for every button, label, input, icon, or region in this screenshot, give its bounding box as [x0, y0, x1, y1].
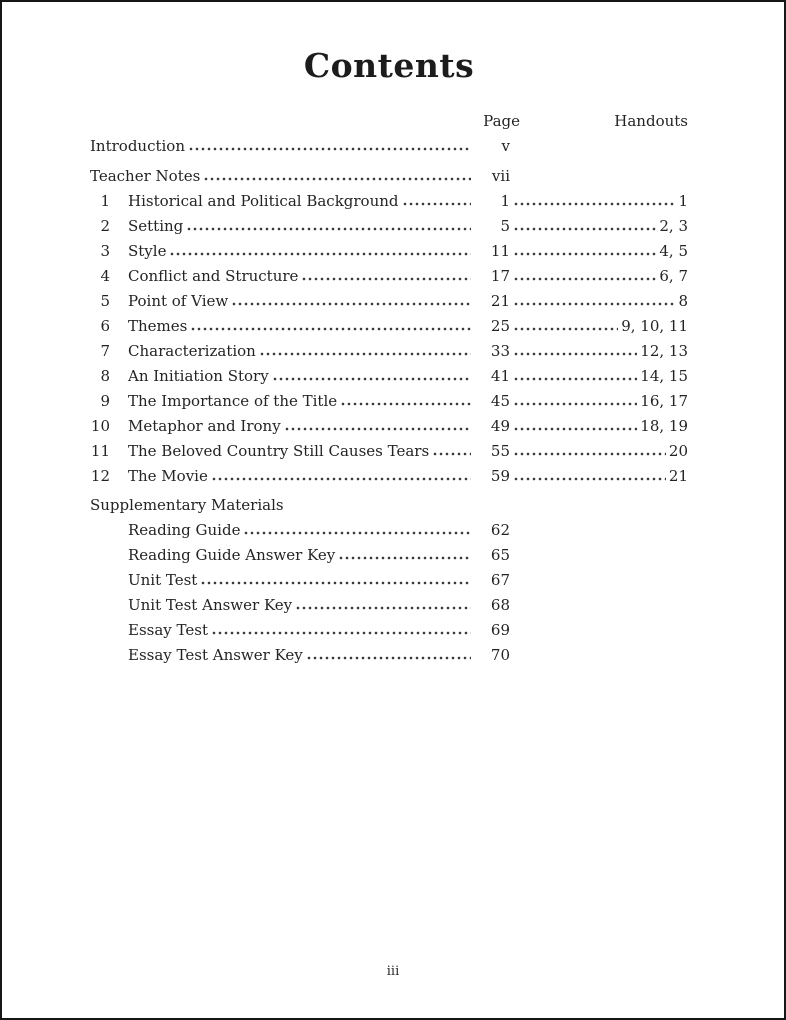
chapter-page-number: 17 — [490, 267, 510, 285]
chapter-number: 6 — [100, 317, 110, 335]
dot-leader — [243, 531, 471, 535]
toc-row-chapter-12 — [90, 464, 688, 489]
chapter-handouts: 2, 3 — [659, 217, 688, 235]
entry-label: Introduction — [90, 137, 185, 155]
chapter-number: 1 — [100, 192, 110, 210]
toc-entry — [90, 618, 510, 643]
toc-row-unit-test — [90, 568, 688, 593]
dot-leader — [513, 427, 637, 431]
dot-leader — [340, 402, 471, 406]
toc-row-unit-test-answer-key — [90, 593, 688, 618]
toc-row-chapter-5 — [90, 289, 688, 314]
dot-leader — [301, 277, 471, 281]
dot-leader — [513, 352, 637, 356]
chapter-number: 5 — [100, 292, 110, 310]
toc-entry — [90, 518, 510, 543]
chapter-page-number: 21 — [490, 292, 510, 310]
entry-page-number: 67 — [490, 571, 510, 589]
dot-leader — [272, 377, 471, 381]
toc-row-teacher-notes — [90, 164, 688, 189]
toc-entry — [90, 134, 510, 159]
toc-row-chapter-2 — [90, 214, 688, 239]
chapter-title: The Importance of the Title — [128, 392, 338, 410]
dot-leader — [513, 202, 675, 206]
dot-leader — [432, 452, 471, 456]
toc-entry — [90, 389, 510, 414]
chapter-number: 4 — [100, 267, 110, 285]
chapter-title: Conflict and Structure — [128, 267, 299, 285]
toc-entry — [90, 643, 510, 668]
chapter-handouts: 4, 5 — [659, 242, 688, 260]
entry-page-number: 69 — [490, 621, 510, 639]
dot-leader — [513, 302, 675, 306]
chapter-title: The Movie — [128, 467, 208, 485]
toc-row-chapter-9 — [90, 389, 688, 414]
chapter-page-number: 45 — [490, 392, 510, 410]
entry-page-number: 70 — [490, 646, 510, 664]
chapter-handouts: 1 — [678, 192, 688, 210]
dot-leader — [513, 402, 637, 406]
chapter-title: Metaphor and Irony — [128, 417, 281, 435]
toc-row-chapter-8 — [90, 364, 688, 389]
toc-entry — [90, 239, 510, 264]
toc-entry — [90, 593, 510, 618]
toc-entry — [90, 464, 510, 489]
dot-leader — [190, 327, 471, 331]
toc-row-chapter-7 — [90, 339, 688, 364]
dot-leader — [295, 606, 471, 610]
entry-label: Reading Guide Answer Key — [128, 546, 336, 564]
chapter-handouts: 21 — [668, 467, 688, 485]
chapter-page-number: 55 — [490, 442, 510, 460]
column-headers — [90, 109, 688, 134]
chapter-title: An Initiation Story — [128, 367, 269, 385]
chapter-title: Point of View — [128, 292, 229, 310]
entry-label: Teacher Notes — [90, 167, 201, 185]
entry-label: Unit Test Answer Key — [128, 596, 293, 614]
toc-entry — [90, 189, 510, 214]
chapter-page-number: 1 — [500, 192, 510, 210]
toc-row-reading-guide-answer-key — [90, 543, 688, 568]
toc-entry — [90, 543, 510, 568]
toc-entry — [90, 414, 510, 439]
toc-entry — [90, 164, 510, 189]
toc-entry — [90, 364, 510, 389]
toc-entry — [90, 339, 510, 364]
entry-page-number: vii — [491, 167, 510, 185]
chapter-handouts: 6, 7 — [659, 267, 688, 285]
chapter-number: 12 — [90, 467, 110, 485]
entry-page-number: 62 — [490, 521, 510, 539]
chapter-handouts: 20 — [668, 442, 688, 460]
dot-leader — [231, 302, 471, 306]
entry-page-number: 68 — [490, 596, 510, 614]
dot-leader — [188, 147, 471, 151]
toc-row-chapter-3 — [90, 239, 688, 264]
column-header-page: Page — [483, 112, 520, 130]
toc-row-chapter-4 — [90, 264, 688, 289]
entry-label: Reading Guide — [128, 521, 241, 539]
chapter-page-number: 59 — [490, 467, 510, 485]
chapter-title: The Beloved Country Still Causes Tears — [128, 442, 430, 460]
entry-label: Unit Test — [128, 571, 198, 589]
chapter-number: 7 — [100, 342, 110, 360]
toc-row-chapter-11 — [90, 439, 688, 464]
toc-entry — [90, 439, 510, 464]
toc-entry — [90, 289, 510, 314]
chapter-number: 3 — [100, 242, 110, 260]
chapter-page-number: 5 — [500, 217, 510, 235]
dot-leader — [513, 277, 656, 281]
dot-leader — [513, 252, 656, 256]
entry-page-number: 65 — [490, 546, 510, 564]
dot-leader — [169, 252, 471, 256]
chapter-handouts: 18, 19 — [640, 417, 688, 435]
dot-leader — [284, 427, 471, 431]
chapter-handouts: 12, 13 — [640, 342, 688, 360]
dot-leader — [513, 227, 656, 231]
toc-entry — [90, 214, 510, 239]
dot-leader — [186, 227, 471, 231]
chapter-title: Characterization — [128, 342, 256, 360]
chapter-title: Historical and Political Background — [128, 192, 399, 210]
entry-page-number: v — [501, 137, 510, 155]
chapter-title: Themes — [128, 317, 188, 335]
chapter-handouts: 16, 17 — [640, 392, 688, 410]
chapter-page-number: 41 — [490, 367, 510, 385]
contents-body — [2, 48, 784, 668]
toc-row-chapter-10 — [90, 414, 688, 439]
entry-label: Essay Test — [128, 621, 208, 639]
chapter-page-number: 25 — [490, 317, 510, 335]
toc-row-essay-test-answer-key — [90, 643, 688, 668]
dot-leader — [513, 477, 666, 481]
chapter-number: 8 — [100, 367, 110, 385]
column-header-handouts: Handouts — [614, 112, 688, 130]
dot-leader — [211, 477, 471, 481]
dot-leader — [259, 352, 471, 356]
chapter-number: 10 — [90, 417, 110, 435]
dot-leader — [513, 327, 618, 331]
chapter-number: 11 — [90, 442, 110, 460]
dot-leader — [306, 656, 471, 660]
toc-entry — [90, 264, 510, 289]
page-title: Contents — [303, 46, 475, 85]
chapter-page-number: 33 — [490, 342, 510, 360]
toc-row-reading-guide — [90, 518, 688, 543]
chapter-title: Style — [128, 242, 167, 260]
dot-leader — [338, 556, 471, 560]
chapter-handouts: 9, 10, 11 — [621, 317, 688, 335]
chapter-title: Setting — [128, 217, 184, 235]
dot-leader — [200, 581, 471, 585]
toc-row-chapter-1 — [90, 189, 688, 214]
toc-row-chapter-6 — [90, 314, 688, 339]
chapter-number: 9 — [100, 392, 110, 410]
chapter-page-number: 49 — [490, 417, 510, 435]
dot-leader — [513, 377, 637, 381]
toc-entry — [90, 568, 510, 593]
toc-row-introduction — [90, 134, 688, 159]
chapter-handouts: 14, 15 — [640, 367, 688, 385]
toc-entry — [90, 314, 510, 339]
toc-row-essay-test — [90, 618, 688, 643]
dot-leader — [402, 202, 471, 206]
supplementary-materials-heading: Supplementary Materials — [90, 496, 284, 514]
folio-page-number: iii — [386, 964, 400, 979]
dot-leader — [211, 631, 471, 635]
entry-label: Essay Test Answer Key — [128, 646, 303, 664]
chapter-number: 2 — [100, 217, 110, 235]
dot-leader — [513, 452, 666, 456]
chapter-page-number: 11 — [490, 242, 510, 260]
chapter-handouts: 8 — [678, 292, 688, 310]
dot-leader — [203, 177, 471, 181]
